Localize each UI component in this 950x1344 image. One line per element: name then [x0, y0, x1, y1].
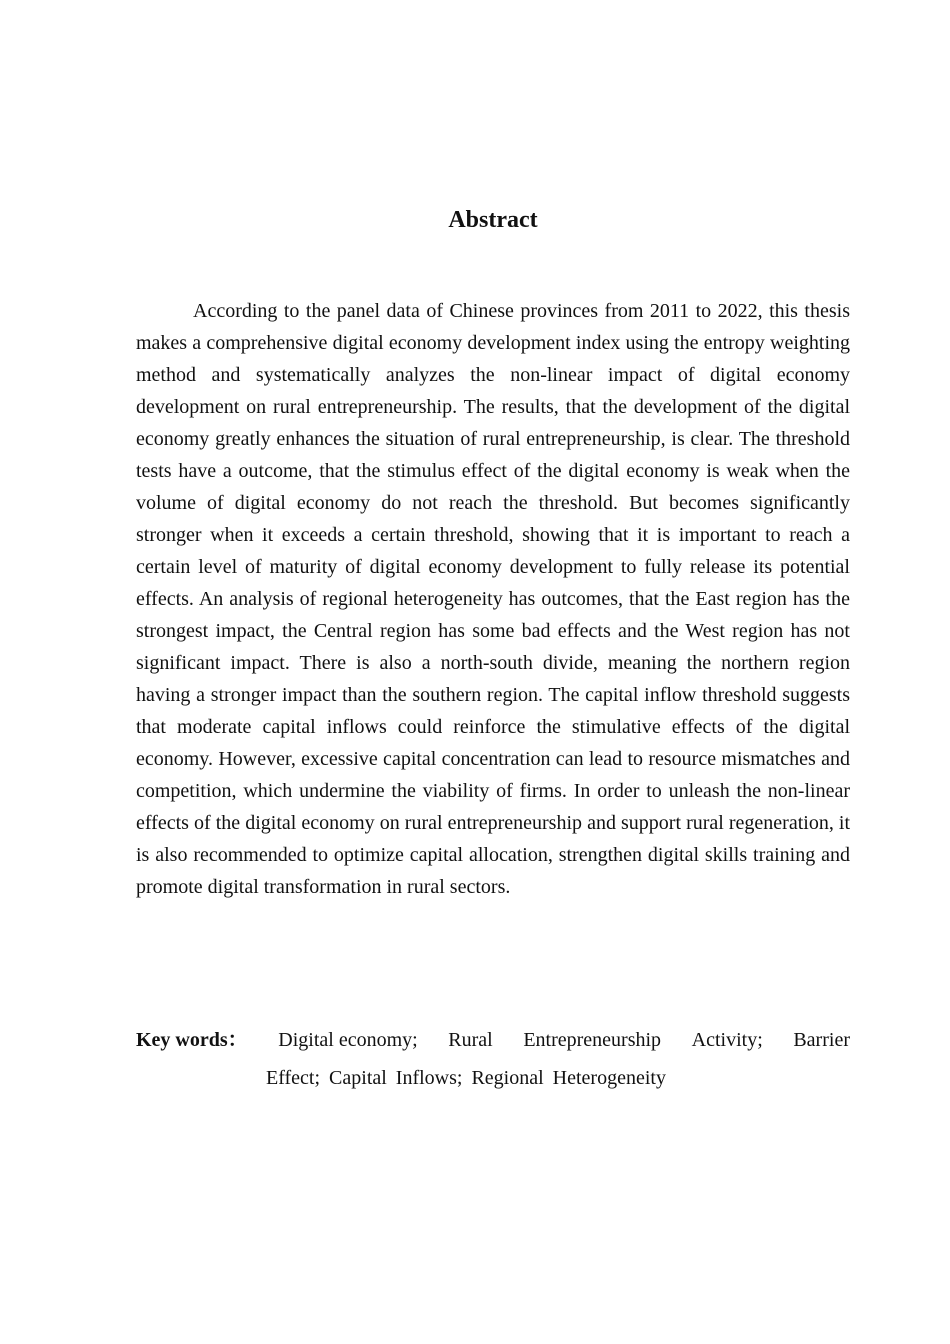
abstract-paragraph: According to the panel data of Chinese provinces from 2011 to 2022, this thesis makes a comprehensive digital economy development index using the entropy weighting method and systematically analyzes the non-linear impact of digital economy development on rural entrepreneurship. The results, that the development of the digital economy greatly enhances the situation of rural entrepreneurship, is clear. The threshold tests have a outcome, that the stimulus effect of the digital economy is weak when the volume of digital economy do not reach the threshold. But becomes significantly stronger when it exceeds a certain threshold, showing that it is important to reach a certain level of maturity of digital economy development to fully release its potential effects. An analysis of regional heterogeneity has outcomes, that the East region has the strongest impact, the Central region has some bad effects and the West region has not significant impact. There is also a north-south divide, meaning the northern region having a stronger impact than the southern region. The capital inflow threshold suggests that moderate capital inflows could reinforce the stimulative effects of the digital economy. However, excessive capital concentration can lead to resource mismatches and competition, which undermine the viability of firms. In order to unleash the non-linear effects of the digital economy on rural entrepreneurship and support rural regeneration, it is also recommended to optimize capital allocation, strengthen digital skills training and promote digital transformation in rural sectors.	[136, 300, 850, 898]
keywords-label: Key words：	[136, 1029, 248, 1051]
page-title: Abstract	[448, 207, 538, 233]
keyword-item: Entrepreneurship	[523, 1029, 662, 1051]
keywords-section	[136, 1021, 850, 1097]
keyword-item: Activity;	[691, 1029, 763, 1051]
keyword-item: Barrier	[793, 1029, 850, 1051]
keyword-item: Rural	[448, 1029, 493, 1051]
keyword-item: Digital economy;	[278, 1029, 418, 1051]
keywords-line-2: Effect; Capital Inflows; Regional Heterogeneity	[266, 1067, 666, 1089]
keywords-line-1	[136, 1021, 850, 1059]
